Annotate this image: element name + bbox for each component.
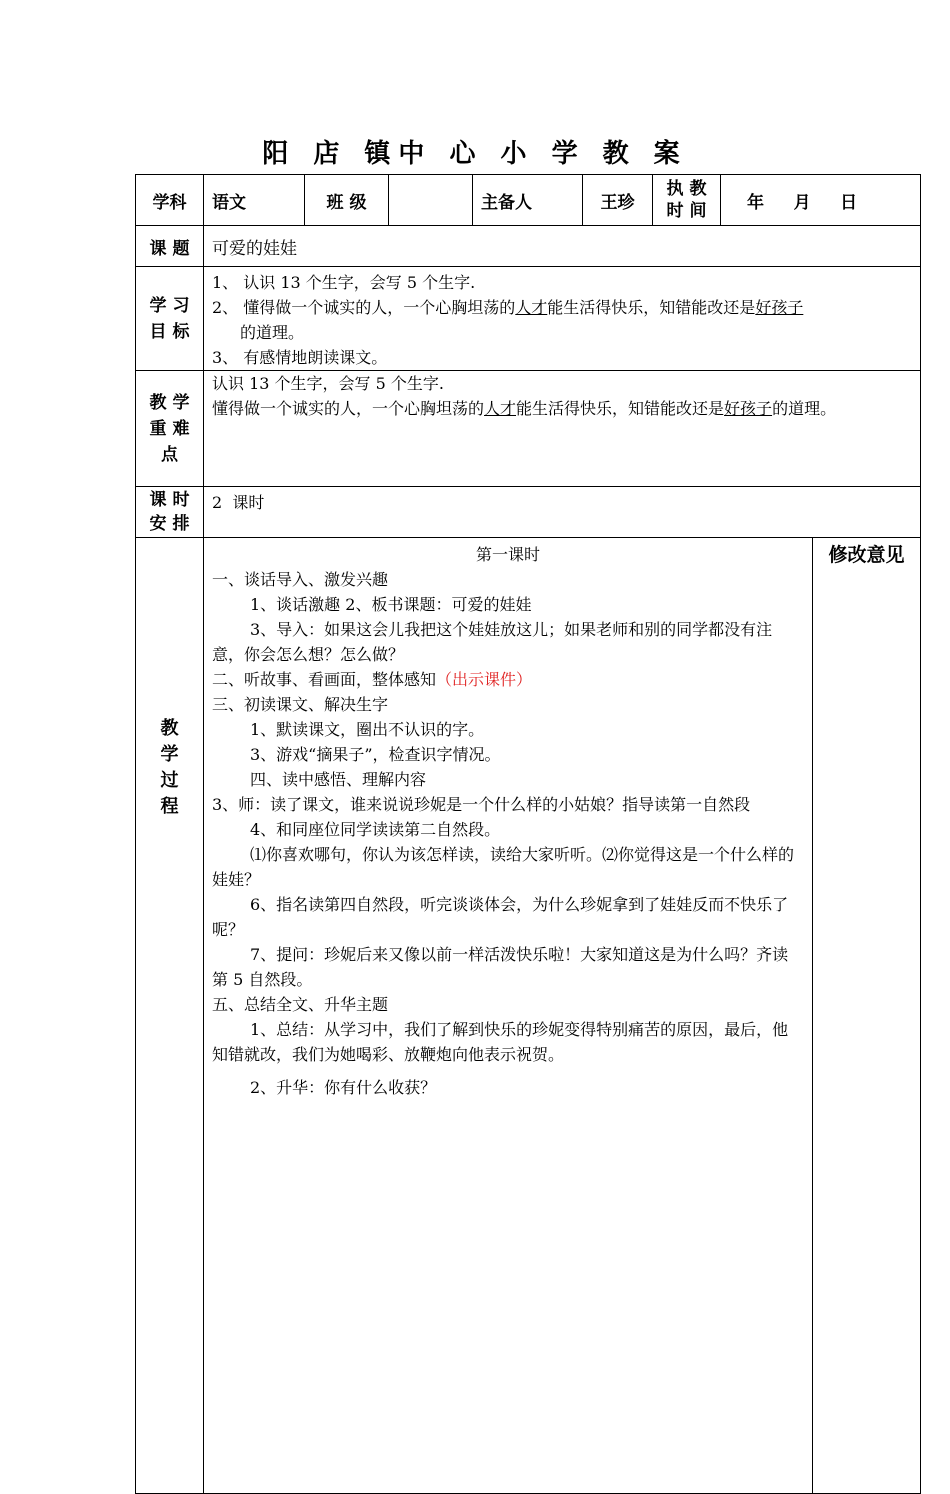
section-5: 五、总结全文、升华主题: [212, 995, 389, 1014]
section-2: 二、听故事、看画面，整体感知（出示课件）: [212, 670, 533, 689]
goals-label-line1: 学 习: [149, 295, 190, 316]
schedule-row: [136, 487, 921, 538]
time-label: [653, 175, 721, 226]
goals-label-line2: 目 标: [149, 321, 190, 342]
show-courseware-note: （出示课件）: [436, 670, 533, 689]
time-label-line1: 执 教: [666, 179, 707, 199]
goal-item-2: 2、 懂得做一个诚实的人，一个心胸坦荡的人才能生活得快乐，知错能改还是好孩子 的道理。: [212, 298, 804, 342]
header-row: [136, 175, 921, 226]
process-label: 教 学 过 程: [136, 538, 204, 1494]
topic-row: [136, 226, 921, 267]
subject-value: 语文: [204, 175, 305, 226]
lesson-title: 第一课时: [475, 545, 540, 564]
key-points-row: [136, 371, 921, 487]
subject-label: 学科: [136, 175, 204, 226]
section-3: 三、初读课文、解决生字: [212, 695, 389, 714]
key-points-label: 教 学 重 难 点: [136, 371, 204, 487]
schedule-value: 2 课时: [204, 487, 921, 538]
review-comments-column: [813, 538, 921, 1494]
key-point-2: 懂得做一个诚实的人，一个心胸坦荡的人才能生活得快乐，知错能改还是好孩子的道理。: [212, 399, 837, 418]
process-content: 第一课时 一、谈话导入、激发兴趣 1、谈话激趣 2、板书课题：可爱的娃娃 3、导入：如果这会儿我把这个娃娃放这儿；如果老师和别的同学都没有注意，你会怎么想？怎么做？ 二、听故事、看画面，整体感知（出示课件） 三、初读课文、解决生字 1、默读课文，圈出不认识的字。 3、游戏“摘果子”，检查识字情况。 四、读中感悟、理解内容 3、师：读了课文，谁来说说珍妮是一个什么样的小姑娘？指导读第一自然段 4、和同座位同学读读第二自然段。 ⑴你喜欢哪句，你认为该怎样读，读给大家听听。⑵你觉得这是一个什么样的娃娃？ 6、指名读第四自然段，听完谈谈体会，为什么珍妮拿到了娃娃反而不快乐了呢？ 7、提问：珍妮后来又像以前一样活泼快乐啦！大家知道这是为什么吗？齐读第 5 自然段。 五、总结全文、升华主题 1、总结：从学习中，我们了解到快乐的珍妮变得特别痛苦的原因，最后，他知错就改，我们为她喝彩、放鞭炮向他表示祝贺。 2、升华：你有什么收获？: [204, 538, 813, 1494]
lesson-plan-table: [135, 174, 921, 1494]
process-row: [136, 538, 921, 1494]
class-label: 班 级: [305, 175, 389, 226]
preparer-label: 主备人: [473, 175, 583, 226]
goals-label: [136, 267, 204, 371]
time-label-line2: 时 间: [666, 201, 707, 221]
section-4: 四、读中感悟、理解内容: [250, 770, 427, 789]
section-1: 一、谈话导入、激发兴趣: [212, 570, 389, 589]
underline-talent: 人才: [515, 298, 548, 317]
review-label: 修改意见: [828, 544, 905, 566]
goal-item-1: 1、 认识 13 个生字，会写 5 个生字.: [212, 273, 476, 292]
key-points-content: [204, 371, 921, 487]
underline-good-child: 好孩子: [755, 298, 804, 317]
topic-value: 可爱的娃娃: [204, 226, 921, 267]
date-value: 年 月 日: [721, 175, 921, 226]
preparer-value: 王珍: [583, 175, 653, 226]
key-point-1: 认识 13 个生字，会写 5 个生字.: [212, 374, 444, 393]
class-value: [389, 175, 473, 226]
goals-content: [204, 267, 921, 371]
schedule-label: 课 时 安 排: [136, 487, 204, 538]
goal-item-3: 3、 有感情地朗读课文。: [212, 348, 388, 367]
page-title: 阳 店 镇中 心 小 学 教 案: [262, 139, 688, 169]
topic-label: 课 题: [136, 226, 204, 267]
goals-row: [136, 267, 921, 371]
